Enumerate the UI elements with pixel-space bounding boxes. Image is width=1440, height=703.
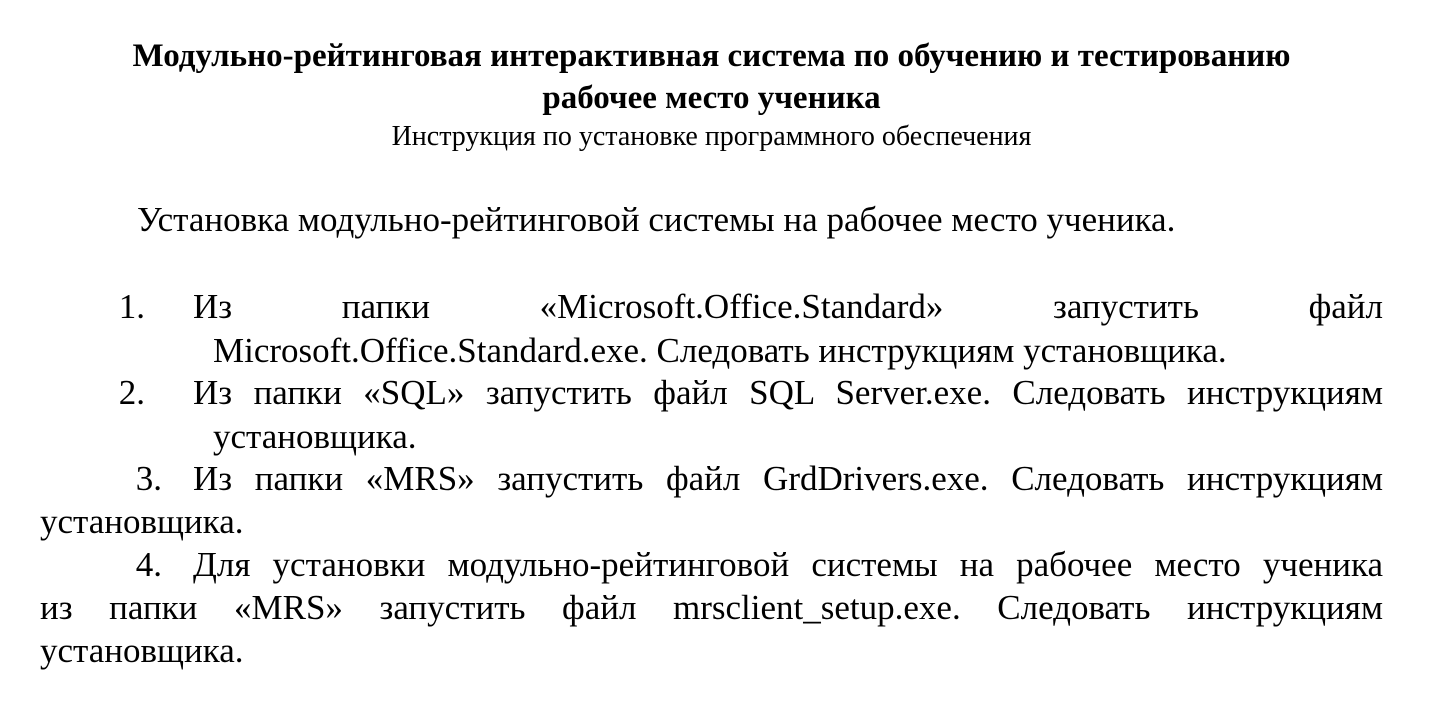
document-subtitle: Инструкция по установке программного обеспечения — [391, 121, 1032, 152]
step-4-line-1: Для установки модульно-рейтинговой системы на рабочее место ученика — [193, 545, 1383, 584]
document-title-line-2: рабочее место ученика — [542, 80, 881, 116]
step-2-line-1: Из папки «SQL» запустить файл SQL Server.exe. Следовать инструкциям — [193, 373, 1383, 412]
step-4-line-2: из папки «MRS» запустить файл mrsclient_setup.exe. Следовать инструкциям — [40, 588, 1383, 627]
step-3-number: 3. — [135, 459, 162, 498]
step-4-number: 4. — [135, 545, 162, 584]
step-4-line-3: установщика. — [40, 631, 244, 670]
document-title-line-1: Модульно-рейтинговая интерактивная система по обучению и тестированию — [132, 38, 1291, 74]
step-2-line-2: установщика. — [213, 417, 417, 456]
step-2-number: 2. — [118, 373, 145, 412]
step-3-line-1: Из папки «MRS» запустить файл GrdDrivers.exe. Следовать инструкциям — [193, 459, 1383, 498]
section-heading: Установка модульно-рейтинговой системы на рабочее место ученика. — [137, 200, 1176, 239]
step-1-number: 1. — [118, 287, 145, 326]
step-1-line-1: Из папки «Microsoft.Office.Standard» запустить файл — [193, 287, 1383, 326]
step-3-line-2: установщика. — [40, 502, 244, 541]
step-1-line-2: Microsoft.Office.Standard.exe. Следовать инструкциям установщика. — [213, 331, 1227, 370]
